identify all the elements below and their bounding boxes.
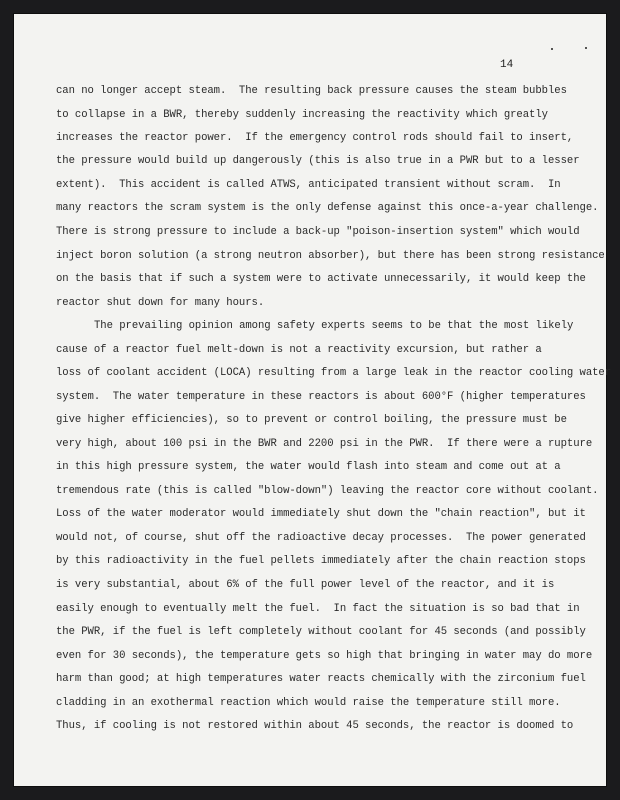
text-line: the pressure would build up dangerously (this is also true in a PWR but to a lesser xyxy=(56,155,580,167)
text-line: the PWR, if the fuel is left completely without coolant for 45 seconds (and possibly xyxy=(56,626,586,638)
text-line: increases the reactor power. If the emergency control rods should fail to insert, xyxy=(56,132,574,144)
text-line: tremendous rate (this is called "blow-down") leaving the reactor core without coolant. xyxy=(56,485,599,497)
text-line: cause of a reactor fuel melt-down is not a reactivity excursion, but rather a xyxy=(56,344,542,356)
text-line: to collapse in a BWR, thereby suddenly increasing the reactivity which greatly xyxy=(56,109,548,121)
text-line: is very substantial, about 6% of the full power level of the reactor, and it is xyxy=(56,579,555,591)
document-page xyxy=(14,14,612,786)
text-line: even for 30 seconds), the temperature gets so high that bringing in water may do more xyxy=(56,650,593,662)
text-line: cladding in an exothermal reaction which would raise the temperature still more. xyxy=(56,697,561,709)
text-line: Thus, if cooling is not restored within about 45 seconds, the reactor is doomed to xyxy=(56,720,574,732)
text-line: The prevailing opinion among safety experts seems to be that the most likely xyxy=(94,320,574,332)
page-number: 14 xyxy=(500,59,514,71)
speck-mark xyxy=(585,47,587,49)
text-line: inject boron solution (a strong neutron absorber), but there has been strong resistance xyxy=(56,250,605,262)
text-line: on the basis that if such a system were to activate unnecessarily, it would keep the xyxy=(56,273,586,285)
text-line: would not, of course, shut off the radioactive decay processes. The power generated xyxy=(56,532,586,544)
speck-mark xyxy=(551,48,553,50)
text-line: by this radioactivity in the fuel pellets immediately after the chain reaction stops xyxy=(56,555,586,567)
text-line: loss of coolant accident (LOCA) resulting from a large leak in the reactor cooling water xyxy=(56,367,612,379)
text-line: Loss of the water moderator would immediately shut down the "chain reaction", but it xyxy=(56,508,586,520)
text-line: system. The water temperature in these reactors is about 600°F (higher temperatures xyxy=(56,391,586,403)
text-line: extent). This accident is called ATWS, anticipated transient without scram. In xyxy=(56,179,561,191)
text-line: many reactors the scram system is the only defense against this once-a-year challenge. xyxy=(56,202,599,214)
text-line: There is strong pressure to include a back-up "poison-insertion system" which would xyxy=(56,226,580,238)
text-line: very high, about 100 psi in the BWR and 2200 psi in the PWR. If there were a rupture xyxy=(56,438,593,450)
text-line: harm than good; at high temperatures water reacts chemically with the zirconium fuel xyxy=(56,673,586,685)
text-line: easily enough to eventually melt the fuel. In fact the situation is so bad that in xyxy=(56,603,580,615)
text-line: in this high pressure system, the water would flash into steam and come out at a xyxy=(56,461,561,473)
text-line: give higher efficiencies), so to prevent or control boiling, the pressure must be xyxy=(56,414,567,426)
text-line: reactor shut down for many hours. xyxy=(56,297,265,309)
text-line: can no longer accept steam. The resulting back pressure causes the steam bubbles xyxy=(56,85,567,97)
